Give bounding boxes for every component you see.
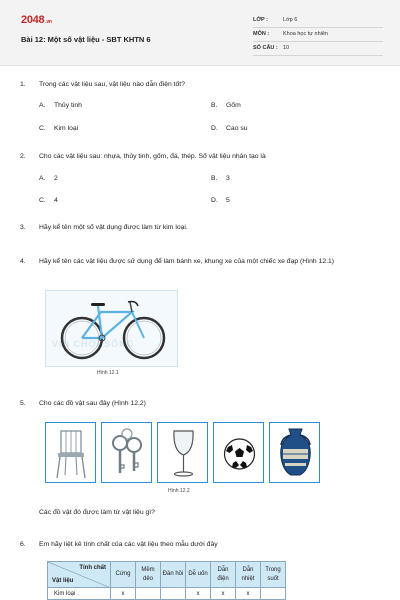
wine-glass-icon — [158, 423, 209, 484]
table-cell: x — [211, 588, 236, 600]
table-cell — [161, 588, 186, 600]
wine-glass-image — [157, 422, 208, 483]
corner-bottom-label: Vật liệu — [52, 578, 74, 584]
question-2 — [20, 152, 365, 162]
meta-value: Lớp 6 — [283, 17, 298, 23]
question-number: 6. — [20, 541, 26, 548]
question-text: Hãy kể tên các vật liệu được sử dụng để làm bánh xe, khung xe của một chiếc xe đạp (Hình 12.1) — [39, 258, 335, 265]
column-header: Trong suốt — [261, 562, 286, 588]
question-6 — [20, 540, 365, 550]
question-text: Hãy kể tên một số vật dụng được làm từ kim loại. — [39, 224, 188, 231]
question-number: 3. — [20, 224, 26, 231]
column-header: Dễ uốn — [186, 562, 211, 588]
keys-image — [101, 422, 152, 483]
chair-icon — [46, 423, 97, 484]
meta-row-subject — [253, 28, 383, 42]
question-number: 2. — [20, 153, 26, 160]
question-1 — [20, 80, 365, 90]
option-letter: B. — [211, 102, 218, 109]
corner-top-label: Tính chất — [79, 565, 106, 571]
meta-info — [253, 14, 383, 56]
site-logo[interactable] — [21, 14, 52, 26]
option-letter: D. — [211, 125, 218, 132]
question-text: Cho các vật liệu sau: nhựa, thủy tinh, gốm, đá, thép. Số vật liệu nhân tạo là — [39, 153, 266, 160]
option-text: Gốm — [226, 102, 241, 109]
figure-caption-2: Hình 12.2 — [168, 488, 190, 494]
option-text: 2 — [54, 175, 58, 182]
properties-table — [47, 561, 286, 600]
meta-key: SỐ CÂU : — [253, 45, 278, 51]
table-corner-cell — [48, 562, 111, 588]
table-cell: x — [111, 588, 136, 600]
meta-row-count — [253, 42, 383, 56]
option-text: 5 — [226, 197, 230, 204]
logo-main: 2048 — [21, 14, 45, 26]
option-text: Kim loại — [54, 125, 79, 132]
table-cell: x — [186, 588, 211, 600]
question-text: Các đồ vật đó được làm từ vật liệu gì? — [39, 509, 155, 516]
soccer-ball-image — [213, 422, 264, 483]
table-cell — [261, 588, 286, 600]
question-number: 5. — [20, 400, 26, 407]
option-letter: A. — [39, 102, 46, 109]
page-title: Bài 12: Một số vật liệu - SBT KHTN 6 — [21, 35, 151, 44]
option-letter: A. — [39, 175, 46, 182]
table-cell: x — [236, 588, 261, 600]
option-letter: B. — [211, 175, 218, 182]
question-5 — [20, 399, 365, 409]
meta-value: 10 — [283, 45, 290, 51]
question-number: 4. — [20, 258, 26, 265]
column-header: Cứng — [111, 562, 136, 588]
question-text: Cho các đồ vật sau đây (Hình 12.2) — [39, 400, 146, 407]
meta-value: Khoa học tự nhiên — [283, 31, 328, 37]
table-header-row — [48, 562, 286, 588]
question-5-followup — [20, 508, 365, 518]
column-header: Đàn hồi — [161, 562, 186, 588]
option-letter: C. — [39, 197, 46, 204]
question-3 — [20, 223, 365, 233]
meta-row-grade — [253, 14, 383, 28]
column-header: Mềm dẻo — [136, 562, 161, 588]
keys-icon — [102, 423, 153, 484]
meta-key: MÔN : — [253, 31, 270, 37]
table-row — [48, 588, 286, 600]
option-text: 4 — [54, 197, 58, 204]
vase-icon — [270, 423, 321, 484]
watermark-text: VUI CHƠI SỐNG — [52, 339, 135, 349]
table-cell — [136, 588, 161, 600]
figure-caption-1: Hình 12.1 — [97, 370, 119, 376]
question-text: Em hãy liệt kê tính chất của các vật liệu theo mẫu dưới đây — [39, 541, 218, 548]
option-text: Thủy tinh — [54, 102, 82, 109]
soccer-ball-icon — [214, 423, 265, 484]
option-letter: C. — [39, 125, 46, 132]
option-text: 3 — [226, 175, 230, 182]
chair-image — [45, 422, 96, 483]
header — [0, 0, 400, 66]
column-header: Dẫn nhiệt — [236, 562, 261, 588]
question-4 — [20, 257, 365, 279]
option-letter: D. — [211, 197, 218, 204]
question-number: 1. — [20, 81, 26, 88]
logo-suffix: .vn — [45, 19, 52, 25]
bicycle-image — [45, 290, 178, 367]
bicycle-icon — [46, 291, 179, 368]
column-header: Dẫn điện — [211, 562, 236, 588]
meta-key: LỚP : — [253, 17, 268, 23]
vase-image — [269, 422, 320, 483]
option-text: Cao su — [226, 125, 248, 132]
row-label: Kim loại — [48, 588, 111, 600]
question-text: Trong các vật liệu sau, vật liệu nào dẫn điện tốt? — [39, 81, 185, 88]
